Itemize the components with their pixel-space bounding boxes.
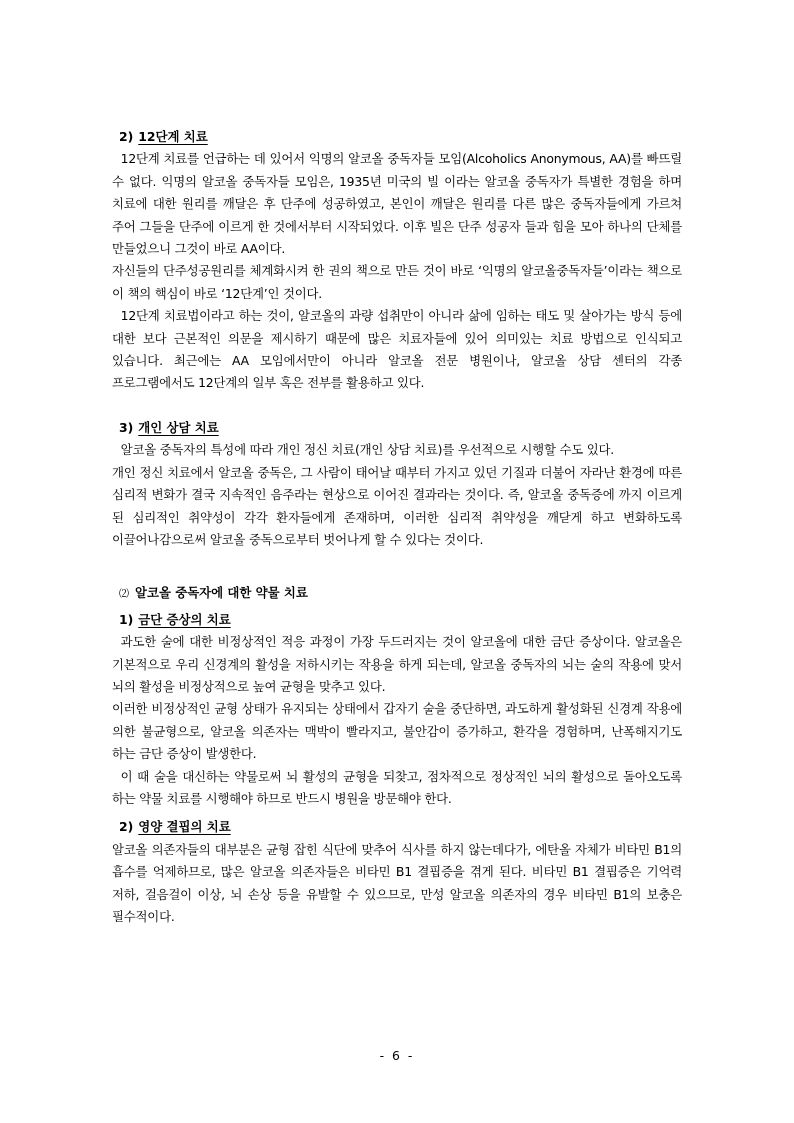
- section-number: 3): [119, 419, 134, 435]
- section-heading-individual-counseling: [112, 417, 682, 439]
- page-number: - 6 -: [379, 1048, 415, 1063]
- paragraph: 12단계 치료를 언급하는 데 있어서 익명의 알코올 중독자들 모임(Alcoholics Anonymous, AA)를 빠뜨릴 수 없다. 익명의 알코올 중독자들 모임은, 1935년 미국의 빌 이라는 알코올 중독자가 특별한 경험을 하며 치료에 대한 원리를 깨달은 후 단주에 성공하였고, 본인이 깨달은 원리를 다른 많은 중독자들에게 가르쳐 주어 그들을 단주에 이르게 한 것에서부터 시작되었다. 이후 빌은 단주 성공자 들과 힘을 모아 하나의 단체를 만들었으니 그것이 바로 AA이다.: [112, 151, 682, 257]
- section-heading-12-step: [112, 126, 682, 148]
- paragraph: 알코올 중독자의 특성에 따라 개인 정신 치료(개인 상담 치료)를 우선적으로 시행할 수도 있다.: [120, 442, 615, 458]
- section-title: 영양 결핍의 치료: [138, 819, 231, 835]
- part-heading-drug-treatment: [112, 582, 682, 606]
- section-title: 12단계 치료: [138, 129, 208, 144]
- paragraph: 자신들의 단주성공원리를 체계화시켜 한 권의 책으로 만든 것이 바로 ‘익명의 알코올중독자들’이라는 책으로 이 책의 핵심이 바로 ‘12단계’인 것이다.: [112, 263, 682, 301]
- part-number: ⑵: [119, 589, 129, 601]
- section-title: 금단 증상의 치료: [138, 611, 231, 627]
- document-body: [112, 126, 682, 928]
- section-number: 2): [119, 819, 134, 835]
- paragraph: 개인 정신 치료에서 알코올 중독은, 그 사람이 태어날 때부터 가지고 있던 기질과 더불어 자라난 환경에 따른 심리적 변화가 결국 지속적인 음주라는 현상으로 이어진 결과라는 것이다. 즉, 알코올 중독증에 까지 이르게 된 심리적인 취약성이 각각 환자들에게 존재하며, 이러한 심리적 취약성을 깨닫게 하고 변화하도록 이끌어나감으로써 알코올 중독으로부터 벗어나게 할 수 있다는 것이다.: [112, 464, 682, 547]
- section-heading-withdrawal: [112, 609, 682, 631]
- paragraph: 과도한 술에 대한 비정상적인 적응 과정이 가장 두드러지는 것이 알코올에 대한 금단 증상이다. 알코올은 기본적으로 우리 신경계의 활성을 저하시키는 작용을 하게 되는데, 알코올 중독자의 뇌는 술의 작용에 맞서 뇌의 활성을 비정상적으로 높여 균형을 맞추고 있다.: [112, 634, 682, 694]
- part-title: 알코올 중독자에 대한 약물 치료: [135, 585, 308, 601]
- section-heading-nutrition: [112, 816, 682, 838]
- section-number: 2): [119, 129, 134, 144]
- paragraph: 이러한 비정상적인 균형 상태가 유지되는 상태에서 갑자기 술을 중단하면, 과도하게 활성화된 신경계 작용에 의한 불균형으로, 알코올 의존자는 맥박이 빨라지고, 불안감이 증가하고, 환각을 경험하며, 난폭해지기도 하는 금단 증상이 발생한다.: [112, 701, 682, 762]
- section-number: 1): [119, 611, 134, 627]
- paragraph: 알코올 의존자들의 대부분은 균형 잡힌 식단에 맞추어 식사를 하지 않는데다가, 에탄올 자체가 비타민 B1의 흡수를 억제하므로, 많은 알코올 의존자들은 비타민 B1 결핍증을 겪게 된다. 비타민 B1 결핍증은 기억력 저하, 걸음걸이 이상, 뇌 손상 등을 유발할 수 있으므로, 만성 알코올 의존자의 경우 비타민 B1의 보충은 필수적이다.: [112, 841, 682, 924]
- section-title: 개인 상담 치료: [138, 419, 219, 435]
- paragraph: 12단계 치료법이라고 하는 것이, 알코올의 과량 섭취만이 아니라 삶에 임하는 태도 및 살아가는 방식 등에 대한 보다 근본적인 의문을 제시하기 때문에 많은 치료자들에 있어 의미있는 치료 방법으로 인식되고 있습니다. 최근에는 AA 모임에서만이 아니라 알코올 전문 병원이나, 알코올 상담 센터의 각종 프로그램에서도 12단계의 일부 혹은 전부를 활용하고 있다.: [112, 308, 682, 391]
- paragraph: 이 때 술을 대신하는 약물로써 뇌 활성의 균형을 되찾고, 점차적으로 정상적인 뇌의 활성으로 돌아오도록 하는 약물 치료를 시행해야 하므로 반드시 병원을 방문해야 한다.: [112, 768, 682, 806]
